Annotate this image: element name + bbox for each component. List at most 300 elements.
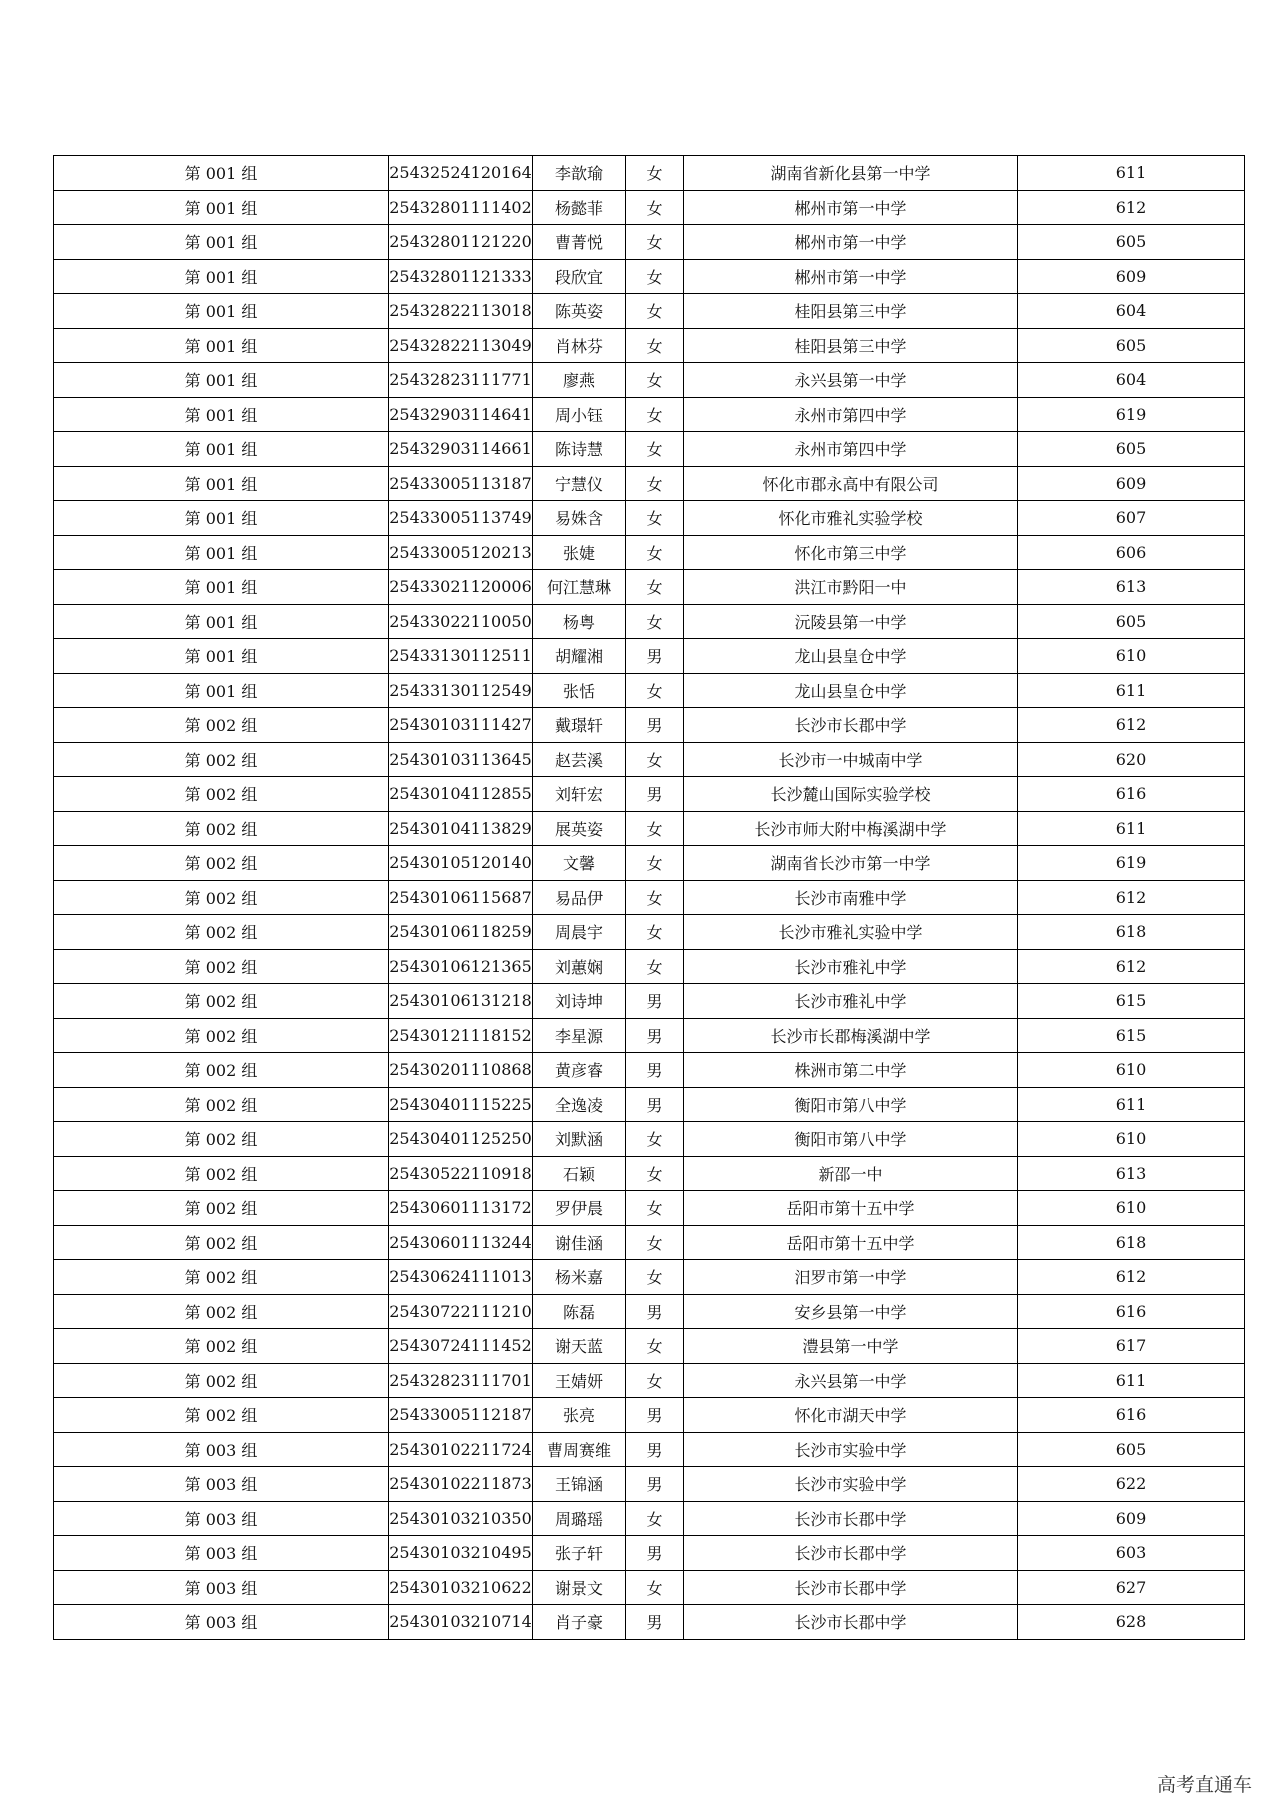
school-cell: 长沙市一中城南中学 — [684, 742, 1018, 777]
school-cell: 长沙市长郡中学 — [684, 1536, 1018, 1571]
score-cell: 615 — [1018, 984, 1245, 1019]
table-row — [54, 1156, 1245, 1191]
exam-id-cell: 25433130112549 — [389, 673, 533, 708]
exam-id-cell: 25430103210622 — [389, 1570, 533, 1605]
score-cell: 605 — [1018, 1432, 1245, 1467]
school-cell: 长沙市长郡梅溪湖中学 — [684, 1018, 1018, 1053]
group-cell: 第 001 组 — [54, 294, 389, 329]
table-row — [54, 846, 1245, 881]
school-cell: 汨罗市第一中学 — [684, 1260, 1018, 1295]
score-cell: 604 — [1018, 363, 1245, 398]
name-cell: 周晨宇 — [533, 915, 626, 950]
exam-id-cell: 25430522110918 — [389, 1156, 533, 1191]
exam-id-cell: 25433005120213 — [389, 535, 533, 570]
score-cell: 620 — [1018, 742, 1245, 777]
name-cell: 曹菁悦 — [533, 225, 626, 260]
exam-id-cell: 25430724111452 — [389, 1329, 533, 1364]
school-cell: 湖南省新化县第一中学 — [684, 156, 1018, 191]
gender-cell: 女 — [626, 1225, 684, 1260]
score-cell: 611 — [1018, 1087, 1245, 1122]
name-cell: 王婧妍 — [533, 1363, 626, 1398]
name-cell: 廖燕 — [533, 363, 626, 398]
gender-cell: 女 — [626, 949, 684, 984]
gender-cell: 男 — [626, 1432, 684, 1467]
exam-id-cell: 25432801111402 — [389, 190, 533, 225]
group-cell: 第 002 组 — [54, 1053, 389, 1088]
gender-cell: 男 — [626, 1398, 684, 1433]
score-cell: 627 — [1018, 1570, 1245, 1605]
group-cell: 第 003 组 — [54, 1432, 389, 1467]
group-cell: 第 001 组 — [54, 570, 389, 605]
school-cell: 长沙市长郡中学 — [684, 1501, 1018, 1536]
group-cell: 第 002 组 — [54, 1018, 389, 1053]
table-row — [54, 915, 1245, 950]
school-cell: 长沙市长郡中学 — [684, 708, 1018, 743]
table-row — [54, 811, 1245, 846]
school-cell: 新邵一中 — [684, 1156, 1018, 1191]
school-cell: 沅陵县第一中学 — [684, 604, 1018, 639]
school-cell: 桂阳县第三中学 — [684, 294, 1018, 329]
exam-id-cell: 25430104113829 — [389, 811, 533, 846]
name-cell: 李歆瑜 — [533, 156, 626, 191]
table-row — [54, 535, 1245, 570]
name-cell: 陈磊 — [533, 1294, 626, 1329]
gender-cell: 女 — [626, 811, 684, 846]
school-cell: 长沙市雅礼实验中学 — [684, 915, 1018, 950]
name-cell: 谢景文 — [533, 1570, 626, 1605]
score-cell: 619 — [1018, 846, 1245, 881]
gender-cell: 女 — [626, 673, 684, 708]
table-row — [54, 708, 1245, 743]
exam-id-cell: 25430103113645 — [389, 742, 533, 777]
table-row — [54, 742, 1245, 777]
group-cell: 第 001 组 — [54, 397, 389, 432]
school-cell: 长沙市实验中学 — [684, 1432, 1018, 1467]
table-row — [54, 225, 1245, 260]
exam-id-cell: 25430102211724 — [389, 1432, 533, 1467]
gender-cell: 女 — [626, 294, 684, 329]
school-cell: 湖南省长沙市第一中学 — [684, 846, 1018, 881]
exam-id-cell: 25433130112511 — [389, 639, 533, 674]
gender-cell: 男 — [626, 639, 684, 674]
group-cell: 第 002 组 — [54, 1260, 389, 1295]
gender-cell: 女 — [626, 1260, 684, 1295]
score-cell: 605 — [1018, 604, 1245, 639]
exam-id-cell: 25430106121365 — [389, 949, 533, 984]
gender-cell: 女 — [626, 190, 684, 225]
table-row — [54, 397, 1245, 432]
school-cell: 长沙市雅礼中学 — [684, 984, 1018, 1019]
score-cell: 609 — [1018, 466, 1245, 501]
score-cell: 619 — [1018, 397, 1245, 432]
score-cell: 603 — [1018, 1536, 1245, 1571]
group-cell: 第 001 组 — [54, 259, 389, 294]
score-cell: 610 — [1018, 639, 1245, 674]
group-cell: 第 002 组 — [54, 742, 389, 777]
school-cell: 怀化市郡永高中有限公司 — [684, 466, 1018, 501]
school-cell: 永州市第四中学 — [684, 397, 1018, 432]
score-cell: 613 — [1018, 570, 1245, 605]
exam-id-cell: 25430104112855 — [389, 777, 533, 812]
gender-cell: 女 — [626, 225, 684, 260]
group-cell: 第 002 组 — [54, 1398, 389, 1433]
score-cell: 622 — [1018, 1467, 1245, 1502]
score-cell: 604 — [1018, 294, 1245, 329]
group-cell: 第 002 组 — [54, 1329, 389, 1364]
school-cell: 永州市第四中学 — [684, 432, 1018, 467]
table-body — [54, 156, 1245, 1640]
exam-id-cell: 25430106118259 — [389, 915, 533, 950]
school-cell: 长沙市长郡中学 — [684, 1605, 1018, 1640]
table-row — [54, 673, 1245, 708]
table-row — [54, 1294, 1245, 1329]
table-row — [54, 1329, 1245, 1364]
school-cell: 衡阳市第八中学 — [684, 1087, 1018, 1122]
score-cell: 618 — [1018, 1225, 1245, 1260]
score-cell: 612 — [1018, 880, 1245, 915]
score-cell: 628 — [1018, 1605, 1245, 1640]
table-row — [54, 501, 1245, 536]
gender-cell: 女 — [626, 880, 684, 915]
school-cell: 郴州市第一中学 — [684, 190, 1018, 225]
name-cell: 赵芸溪 — [533, 742, 626, 777]
exam-id-cell: 25430201110868 — [389, 1053, 533, 1088]
school-cell: 长沙市实验中学 — [684, 1467, 1018, 1502]
gender-cell: 男 — [626, 1536, 684, 1571]
gender-cell: 女 — [626, 535, 684, 570]
name-cell: 黄彦睿 — [533, 1053, 626, 1088]
name-cell: 刘蕙娴 — [533, 949, 626, 984]
name-cell: 周小钰 — [533, 397, 626, 432]
group-cell: 第 002 组 — [54, 1225, 389, 1260]
exam-id-cell: 25430601113244 — [389, 1225, 533, 1260]
exam-id-cell: 25433021120006 — [389, 570, 533, 605]
exam-id-cell: 25430624111013 — [389, 1260, 533, 1295]
group-cell: 第 001 组 — [54, 432, 389, 467]
table-row — [54, 190, 1245, 225]
exam-id-cell: 25433005112187 — [389, 1398, 533, 1433]
exam-id-cell: 25432823111701 — [389, 1363, 533, 1398]
score-cell: 612 — [1018, 1260, 1245, 1295]
score-cell: 611 — [1018, 673, 1245, 708]
gender-cell: 女 — [626, 1501, 684, 1536]
name-cell: 刘轩宏 — [533, 777, 626, 812]
exam-id-cell: 25430722111210 — [389, 1294, 533, 1329]
exam-id-cell: 25430401125250 — [389, 1122, 533, 1157]
school-cell: 长沙市雅礼中学 — [684, 949, 1018, 984]
school-cell: 郴州市第一中学 — [684, 225, 1018, 260]
table-row — [54, 328, 1245, 363]
exam-id-cell: 25432822113018 — [389, 294, 533, 329]
name-cell: 谢佳涵 — [533, 1225, 626, 1260]
score-cell: 609 — [1018, 259, 1245, 294]
gender-cell: 女 — [626, 1570, 684, 1605]
table-row — [54, 777, 1245, 812]
score-cell: 618 — [1018, 915, 1245, 950]
group-cell: 第 003 组 — [54, 1536, 389, 1571]
score-cell: 615 — [1018, 1018, 1245, 1053]
score-cell: 612 — [1018, 708, 1245, 743]
exam-id-cell: 25432801121220 — [389, 225, 533, 260]
name-cell: 周璐瑶 — [533, 1501, 626, 1536]
name-cell: 胡耀湘 — [533, 639, 626, 674]
gender-cell: 男 — [626, 984, 684, 1019]
gender-cell: 女 — [626, 501, 684, 536]
table-row — [54, 294, 1245, 329]
gender-cell: 男 — [626, 1018, 684, 1053]
score-cell: 616 — [1018, 1398, 1245, 1433]
table-row — [54, 984, 1245, 1019]
school-cell: 永兴县第一中学 — [684, 363, 1018, 398]
exam-id-cell: 25430103210495 — [389, 1536, 533, 1571]
group-cell: 第 002 组 — [54, 846, 389, 881]
name-cell: 杨粤 — [533, 604, 626, 639]
table-row — [54, 1432, 1245, 1467]
group-cell: 第 002 组 — [54, 1156, 389, 1191]
group-cell: 第 002 组 — [54, 1122, 389, 1157]
score-cell: 616 — [1018, 1294, 1245, 1329]
name-cell: 石颖 — [533, 1156, 626, 1191]
table-row — [54, 432, 1245, 467]
exam-id-cell: 25433005113749 — [389, 501, 533, 536]
school-cell: 安乡县第一中学 — [684, 1294, 1018, 1329]
score-cell: 605 — [1018, 225, 1245, 260]
gender-cell: 女 — [626, 328, 684, 363]
name-cell: 易品伊 — [533, 880, 626, 915]
school-cell: 衡阳市第八中学 — [684, 1122, 1018, 1157]
table-row — [54, 1053, 1245, 1088]
exam-id-cell: 25433022110050 — [389, 604, 533, 639]
name-cell: 何江慧琳 — [533, 570, 626, 605]
group-cell: 第 002 组 — [54, 1087, 389, 1122]
group-cell: 第 001 组 — [54, 328, 389, 363]
name-cell: 戴璟轩 — [533, 708, 626, 743]
name-cell: 张子轩 — [533, 1536, 626, 1571]
name-cell: 李星源 — [533, 1018, 626, 1053]
gender-cell: 男 — [626, 1053, 684, 1088]
exam-id-cell: 25430106115687 — [389, 880, 533, 915]
score-cell: 605 — [1018, 328, 1245, 363]
exam-id-cell: 25433005113187 — [389, 466, 533, 501]
table-row — [54, 604, 1245, 639]
gender-cell: 女 — [626, 1156, 684, 1191]
name-cell: 文馨 — [533, 846, 626, 881]
group-cell: 第 001 组 — [54, 604, 389, 639]
school-cell: 怀化市第三中学 — [684, 535, 1018, 570]
exam-id-cell: 25432903114641 — [389, 397, 533, 432]
watermark: 高考直通车 — [1156, 1774, 1252, 1796]
table-row — [54, 1260, 1245, 1295]
group-cell: 第 001 组 — [54, 673, 389, 708]
score-cell: 610 — [1018, 1122, 1245, 1157]
school-cell: 桂阳县第三中学 — [684, 328, 1018, 363]
group-cell: 第 003 组 — [54, 1467, 389, 1502]
gender-cell: 女 — [626, 432, 684, 467]
table-row — [54, 639, 1245, 674]
name-cell: 谢天蓝 — [533, 1329, 626, 1364]
name-cell: 展英姿 — [533, 811, 626, 846]
exam-id-cell: 25430106131218 — [389, 984, 533, 1019]
exam-id-cell: 25432822113049 — [389, 328, 533, 363]
school-cell: 澧县第一中学 — [684, 1329, 1018, 1364]
score-cell: 610 — [1018, 1053, 1245, 1088]
group-cell: 第 002 组 — [54, 984, 389, 1019]
gender-cell: 女 — [626, 259, 684, 294]
gender-cell: 男 — [626, 708, 684, 743]
group-cell: 第 002 组 — [54, 811, 389, 846]
table-row — [54, 1191, 1245, 1226]
name-cell: 陈英姿 — [533, 294, 626, 329]
group-cell: 第 003 组 — [54, 1605, 389, 1640]
table-row — [54, 156, 1245, 191]
school-cell: 长沙市师大附中梅溪湖中学 — [684, 811, 1018, 846]
exam-id-cell: 25430601113172 — [389, 1191, 533, 1226]
group-cell: 第 002 组 — [54, 915, 389, 950]
table-row — [54, 1363, 1245, 1398]
name-cell: 刘默涵 — [533, 1122, 626, 1157]
gender-cell: 女 — [626, 1363, 684, 1398]
gender-cell: 男 — [626, 1294, 684, 1329]
name-cell: 全逸凌 — [533, 1087, 626, 1122]
score-cell: 605 — [1018, 432, 1245, 467]
name-cell: 肖子豪 — [533, 1605, 626, 1640]
group-cell: 第 001 组 — [54, 225, 389, 260]
group-cell: 第 001 组 — [54, 156, 389, 191]
name-cell: 刘诗坤 — [533, 984, 626, 1019]
group-cell: 第 002 组 — [54, 880, 389, 915]
table-row — [54, 466, 1245, 501]
group-cell: 第 001 组 — [54, 639, 389, 674]
gender-cell: 男 — [626, 1605, 684, 1640]
gender-cell: 男 — [626, 1467, 684, 1502]
school-cell: 龙山县皇仓中学 — [684, 639, 1018, 674]
exam-id-cell: 25430103210714 — [389, 1605, 533, 1640]
school-cell: 龙山县皇仓中学 — [684, 673, 1018, 708]
exam-id-cell: 25430121118152 — [389, 1018, 533, 1053]
group-cell: 第 002 组 — [54, 708, 389, 743]
group-cell: 第 002 组 — [54, 1294, 389, 1329]
school-cell: 洪江市黔阳一中 — [684, 570, 1018, 605]
table-row — [54, 259, 1245, 294]
group-cell: 第 002 组 — [54, 777, 389, 812]
name-cell: 肖林芬 — [533, 328, 626, 363]
school-cell: 长沙麓山国际实验学校 — [684, 777, 1018, 812]
gender-cell: 男 — [626, 777, 684, 812]
name-cell: 杨米嘉 — [533, 1260, 626, 1295]
score-cell: 607 — [1018, 501, 1245, 536]
score-cell: 609 — [1018, 1501, 1245, 1536]
name-cell: 罗伊晨 — [533, 1191, 626, 1226]
exam-id-cell: 25430105120140 — [389, 846, 533, 881]
score-cell: 613 — [1018, 1156, 1245, 1191]
school-cell: 岳阳市第十五中学 — [684, 1225, 1018, 1260]
table-row — [54, 363, 1245, 398]
gender-cell: 男 — [626, 1087, 684, 1122]
gender-cell: 女 — [626, 466, 684, 501]
school-cell: 怀化市湖天中学 — [684, 1398, 1018, 1433]
group-cell: 第 002 组 — [54, 949, 389, 984]
exam-id-cell: 25432524120164 — [389, 156, 533, 191]
school-cell: 岳阳市第十五中学 — [684, 1191, 1018, 1226]
table-row — [54, 1467, 1245, 1502]
score-cell: 611 — [1018, 156, 1245, 191]
table-row — [54, 1570, 1245, 1605]
exam-id-cell: 25430102211873 — [389, 1467, 533, 1502]
gender-cell: 女 — [626, 397, 684, 432]
school-cell: 永兴县第一中学 — [684, 1363, 1018, 1398]
school-cell: 怀化市雅礼实验学校 — [684, 501, 1018, 536]
name-cell: 张恬 — [533, 673, 626, 708]
group-cell: 第 002 组 — [54, 1191, 389, 1226]
table-row — [54, 1605, 1245, 1640]
group-cell: 第 001 组 — [54, 501, 389, 536]
name-cell: 曹周赛维 — [533, 1432, 626, 1467]
gender-cell: 女 — [626, 846, 684, 881]
table-row — [54, 1225, 1245, 1260]
table-row — [54, 1122, 1245, 1157]
gender-cell: 女 — [626, 363, 684, 398]
gender-cell: 女 — [626, 1122, 684, 1157]
name-cell: 宁慧仪 — [533, 466, 626, 501]
table-row — [54, 949, 1245, 984]
name-cell: 杨懿菲 — [533, 190, 626, 225]
name-cell: 易姝含 — [533, 501, 626, 536]
table-row — [54, 1501, 1245, 1536]
table-row — [54, 570, 1245, 605]
name-cell: 王锦涵 — [533, 1467, 626, 1502]
group-cell: 第 001 组 — [54, 363, 389, 398]
group-cell: 第 001 组 — [54, 466, 389, 501]
score-cell: 606 — [1018, 535, 1245, 570]
exam-id-cell: 25432903114661 — [389, 432, 533, 467]
name-cell: 张亮 — [533, 1398, 626, 1433]
table-row — [54, 1536, 1245, 1571]
group-cell: 第 002 组 — [54, 1363, 389, 1398]
gender-cell: 女 — [626, 915, 684, 950]
gender-cell: 女 — [626, 604, 684, 639]
score-cell: 616 — [1018, 777, 1245, 812]
name-cell: 段欣宜 — [533, 259, 626, 294]
exam-id-cell: 25432801121333 — [389, 259, 533, 294]
group-cell: 第 003 组 — [54, 1501, 389, 1536]
gender-cell: 女 — [626, 742, 684, 777]
exam-id-cell: 25430103210350 — [389, 1501, 533, 1536]
school-cell: 郴州市第一中学 — [684, 259, 1018, 294]
school-cell: 株洲市第二中学 — [684, 1053, 1018, 1088]
gender-cell: 女 — [626, 156, 684, 191]
score-cell: 611 — [1018, 1363, 1245, 1398]
gender-cell: 女 — [626, 1191, 684, 1226]
score-cell: 612 — [1018, 190, 1245, 225]
score-cell: 610 — [1018, 1191, 1245, 1226]
school-cell: 长沙市长郡中学 — [684, 1570, 1018, 1605]
table-row — [54, 1087, 1245, 1122]
exam-id-cell: 25430401115225 — [389, 1087, 533, 1122]
name-cell: 张婕 — [533, 535, 626, 570]
group-cell: 第 003 组 — [54, 1570, 389, 1605]
gender-cell: 女 — [626, 1329, 684, 1364]
school-cell: 长沙市南雅中学 — [684, 880, 1018, 915]
score-cell: 612 — [1018, 949, 1245, 984]
table-row — [54, 1398, 1245, 1433]
score-cell: 617 — [1018, 1329, 1245, 1364]
group-cell: 第 001 组 — [54, 190, 389, 225]
score-cell: 611 — [1018, 811, 1245, 846]
group-cell: 第 001 组 — [54, 535, 389, 570]
name-cell: 陈诗慧 — [533, 432, 626, 467]
exam-id-cell: 25430103111427 — [389, 708, 533, 743]
admission-list-table — [53, 155, 1240, 1640]
